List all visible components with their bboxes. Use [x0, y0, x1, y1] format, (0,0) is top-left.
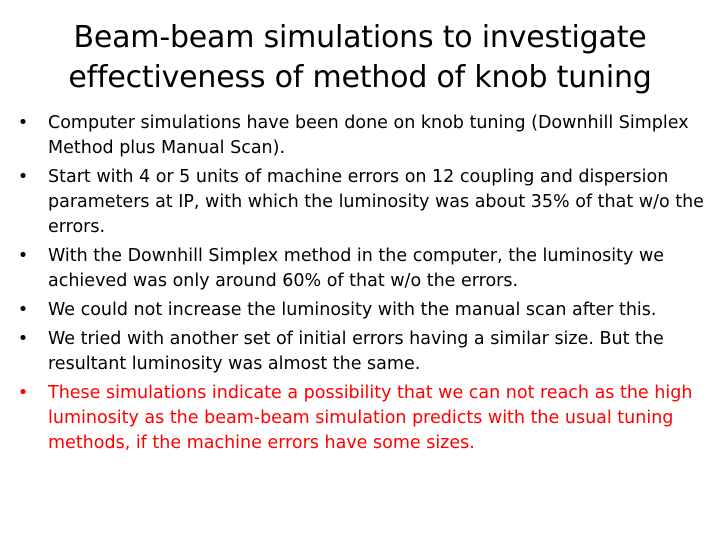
bullet-dot-icon: • — [17, 246, 29, 266]
bullet-dot-icon: • — [17, 329, 29, 349]
bullet-text: With the Downhill Simplex method in the computer, the luminosity we achieved was only around 60% of that w/o the errors. — [48, 246, 665, 291]
bullet-text: Start with 4 or 5 units of machine errors on 12 coupling and dispersion parameters at IP, with which the luminosity was about 35% of that w/o the errors. — [48, 167, 704, 237]
bullet-item-2 — [14, 165, 714, 240]
bullet-dot-icon: • — [17, 167, 29, 187]
bullet-text: Computer simulations have been done on knob tuning (Downhill Simplex Method plus Manual Scan). — [48, 113, 689, 158]
bullet-text: These simulations indicate a possibility that we can not reach as the high luminosity as the beam-beam simulation predicts with the usual tuning methods, if the machine errors have some sizes. — [48, 383, 693, 453]
bullet-list — [14, 111, 714, 460]
slide-title-line-1: Beam-beam simulations to investigate — [73, 20, 647, 55]
bullet-item-1 — [14, 111, 714, 161]
slide-title-line-2: effectiveness of method of knob tuning — [68, 60, 652, 95]
bullet-item-3 — [14, 244, 714, 294]
bullet-dot-icon: • — [17, 300, 29, 320]
bullet-dot-icon: • — [17, 383, 29, 403]
bullet-item-5 — [14, 327, 714, 377]
slide-title — [30, 18, 690, 98]
bullet-text: We could not increase the luminosity with the manual scan after this. — [48, 300, 657, 320]
bullet-dot-icon: • — [17, 113, 29, 133]
bullet-item-6 — [14, 381, 714, 456]
bullet-item-4 — [14, 298, 714, 323]
bullet-text: We tried with another set of initial errors having a similar size. But the resultant luminosity was almost the same. — [48, 329, 664, 374]
